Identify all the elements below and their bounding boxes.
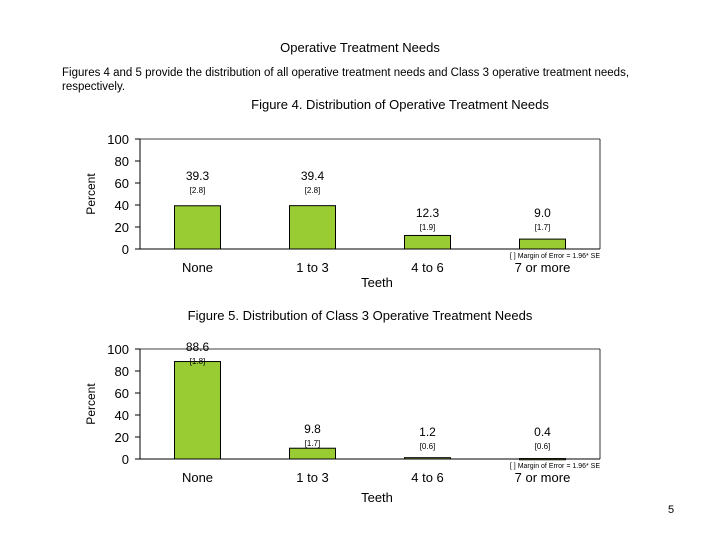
fig5-x-tick-label: 4 to 6 [411,470,444,485]
fig4-x-tick-label: None [181,260,214,275]
fig4-error-label: [1.9] [419,223,436,232]
fig4-y-tick-label: 100 [107,132,129,147]
fig4-y-tick-label: 20 [114,220,129,235]
fig5-y-tick-label: 60 [114,386,129,401]
fig4-y-tick-label: 0 [121,242,129,257]
fig5-y-tick-label: 40 [114,408,129,423]
fig5-bar [405,458,451,459]
page-number: 5 [668,504,675,516]
fig5-y-tick-label: 100 [107,342,129,357]
fig5-data-label: 88.6 [185,340,210,354]
fig5-error-label: [0.6] [534,442,551,451]
fig5-data-label: 9.8 [304,422,321,436]
fig4-data-label: 12.3 [415,206,440,220]
page-heading: Operative Treatment Needs [280,40,440,55]
fig5-x-tick-label: 7 or more [514,470,571,485]
fig4-moe-note: [ ] Margin of Error = 1.96* SE [509,253,600,260]
fig4-y-axis-label: Percent [84,173,98,215]
fig5-y-tick-label: 80 [114,364,129,379]
fig4-y-tick-label: 60 [114,176,129,191]
fig5-bar [520,459,566,460]
fig4-error-label: [1.7] [534,223,551,232]
fig5-x-axis-label: Teeth [361,490,393,505]
intro-paragraph: Figures 4 and 5 provide the distribution of all operative treatment needs and Class 3 operative treatment needs, respectively. [62,67,630,93]
fig5-data-label: 0.4 [534,425,551,439]
fig4-y-tick-label: 80 [114,154,129,169]
fig5-y-axis-label: Percent [84,383,98,425]
fig4-y-tick-label: 40 [114,198,129,213]
fig5-moe-note: [ ] Margin of Error = 1.96* SE [509,463,600,470]
fig4-data-label: 39.3 [185,169,210,183]
fig4-x-tick-label: 7 or more [514,260,571,275]
fig4-x-tick-label: 4 to 6 [411,260,444,275]
fig4-data-label: 9.0 [534,206,551,220]
fig4-title: Figure 4. Distribution of Operative Treatment Needs [251,97,549,112]
fig5-bar [175,362,221,459]
fig5-bar [290,448,336,459]
fig5-error-label: [0.6] [419,442,436,451]
fig4-data-label: 39.4 [300,169,325,183]
fig4-error-label: [2.8] [304,186,321,195]
fig5-x-tick-label: 1 to 3 [296,470,329,485]
fig4-x-tick-label: 1 to 3 [296,260,329,275]
fig4-error-label: [2.8] [189,186,206,195]
fig5-y-tick-label: 0 [121,452,129,467]
fig5-x-tick-label: None [181,470,214,485]
fig4-x-axis-label: Teeth [361,275,393,290]
fig5-y-tick-label: 20 [114,430,129,445]
fig5-data-label: 1.2 [419,425,436,439]
fig5-error-label: [1.8] [189,357,206,366]
fig5-title: Figure 5. Distribution of Class 3 Operative Treatment Needs [187,308,533,323]
fig5-error-label: [1.7] [304,439,321,448]
